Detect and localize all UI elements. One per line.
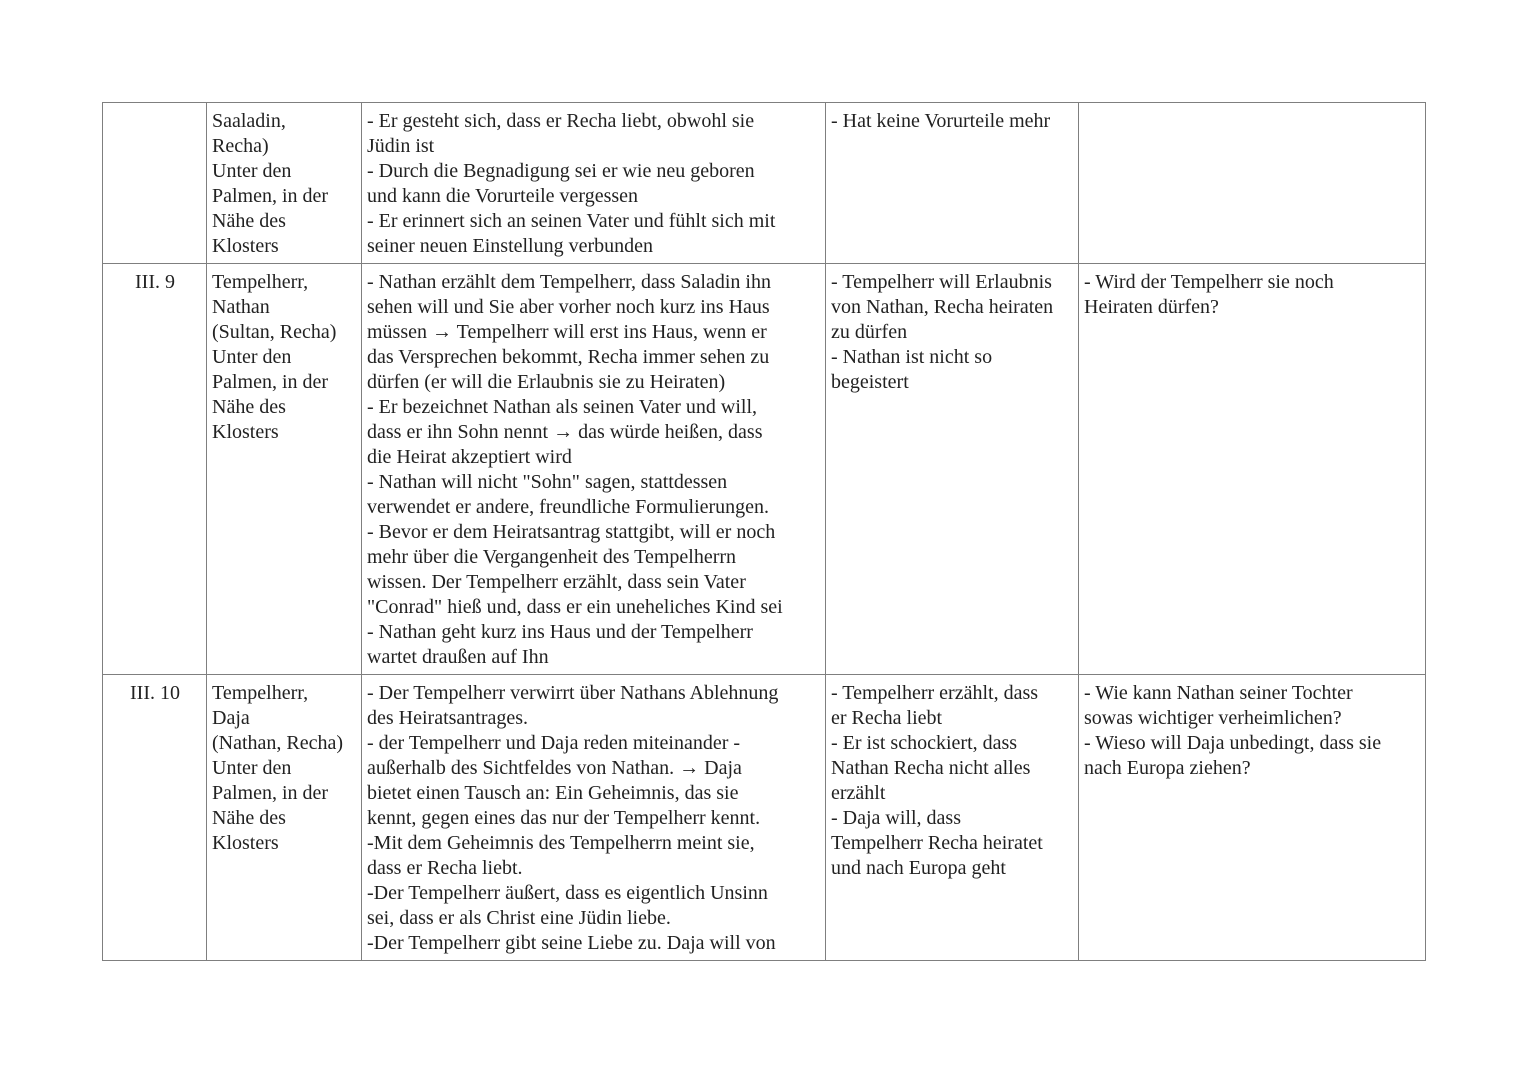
characterization-cell: - Tempelherr will Erlaubnis von Nathan, Recha heiraten zu dürfen - Nathan ist nicht so begeistert <box>826 264 1079 675</box>
table-row <box>103 264 1426 675</box>
questions-cell: - Wird der Tempelherr sie noch Heiraten dürfen? <box>1079 264 1426 675</box>
characters-location-cell: Saaladin, Recha) Unter den Palmen, in der Nähe des Klosters <box>207 103 362 264</box>
content-cell: - Nathan erzählt dem Tempelherr, dass Saladin ihn sehen will und Sie aber vorher noch kurz ins Haus müssen → Tempelherr will erst ins Haus, wenn er das Versprechen bekommt, Recha immer sehen zu dürfen (er will die Erlaubnis sie zu Heiraten) - Er bezeichnet Nathan als seinen Vater und will, dass er ihn Sohn nennt → das würde heißen, dass die Heirat akzeptiert wird - Nathan will nicht "Sohn" sagen, stattdessen verwendet er andere, freundliche Formulierungen. - Bevor er dem Heiratsantrag stattgibt, will er noch mehr über die Vergangenheit des Tempelherrn wissen. Der Tempelherr erzählt, dass sein Vater "Conrad" hieß und, dass er ein uneheliches Kind sei - Nathan geht kurz ins Haus und der Tempelherr wartet draußen auf Ihn <box>362 264 826 675</box>
content-cell: - Er gesteht sich, dass er Recha liebt, obwohl sie Jüdin ist - Durch die Begnadigung sei er wie neu geboren und kann die Vorurteile vergessen - Er erinnert sich an seinen Vater und fühlt sich mit seiner neuen Einstellung verbunden <box>362 103 826 264</box>
scene-number-cell: III. 10 <box>103 675 207 961</box>
characterization-cell: - Tempelherr erzählt, dass er Recha liebt - Er ist schockiert, dass Nathan Recha nicht alles erzählt - Daja will, dass Tempelherr Recha heiratet und nach Europa geht <box>826 675 1079 961</box>
questions-cell <box>1079 103 1426 264</box>
table-row <box>103 103 1426 264</box>
questions-cell: - Wie kann Nathan seiner Tochter sowas wichtiger verheimlichen? - Wieso will Daja unbedingt, dass sie nach Europa ziehen? <box>1079 675 1426 961</box>
characters-location-cell: Tempelherr, Nathan (Sultan, Recha) Unter den Palmen, in der Nähe des Klosters <box>207 264 362 675</box>
scene-analysis-table <box>102 102 1426 961</box>
characterization-cell: - Hat keine Vorurteile mehr <box>826 103 1079 264</box>
scene-number-cell: III. 9 <box>103 264 207 675</box>
scene-number-cell <box>103 103 207 264</box>
content-cell: - Der Tempelherr verwirrt über Nathans Ablehnung des Heiratsantrages. - der Tempelherr und Daja reden miteinander - außerhalb des Sichtfeldes von Nathan. → Daja bietet einen Tausch an: Ein Geheimnis, das sie kennt, gegen eines das nur der Tempelherr kennt. -Mit dem Geheimnis des Tempelherrn meint sie, dass er Recha liebt. -Der Tempelherr äußert, dass es eigentlich Unsinn sei, dass er als Christ eine Jüdin liebe. -Der Tempelherr gibt seine Liebe zu. Daja will von <box>362 675 826 961</box>
table-row <box>103 675 1426 961</box>
characters-location-cell: Tempelherr, Daja (Nathan, Recha) Unter den Palmen, in der Nähe des Klosters <box>207 675 362 961</box>
